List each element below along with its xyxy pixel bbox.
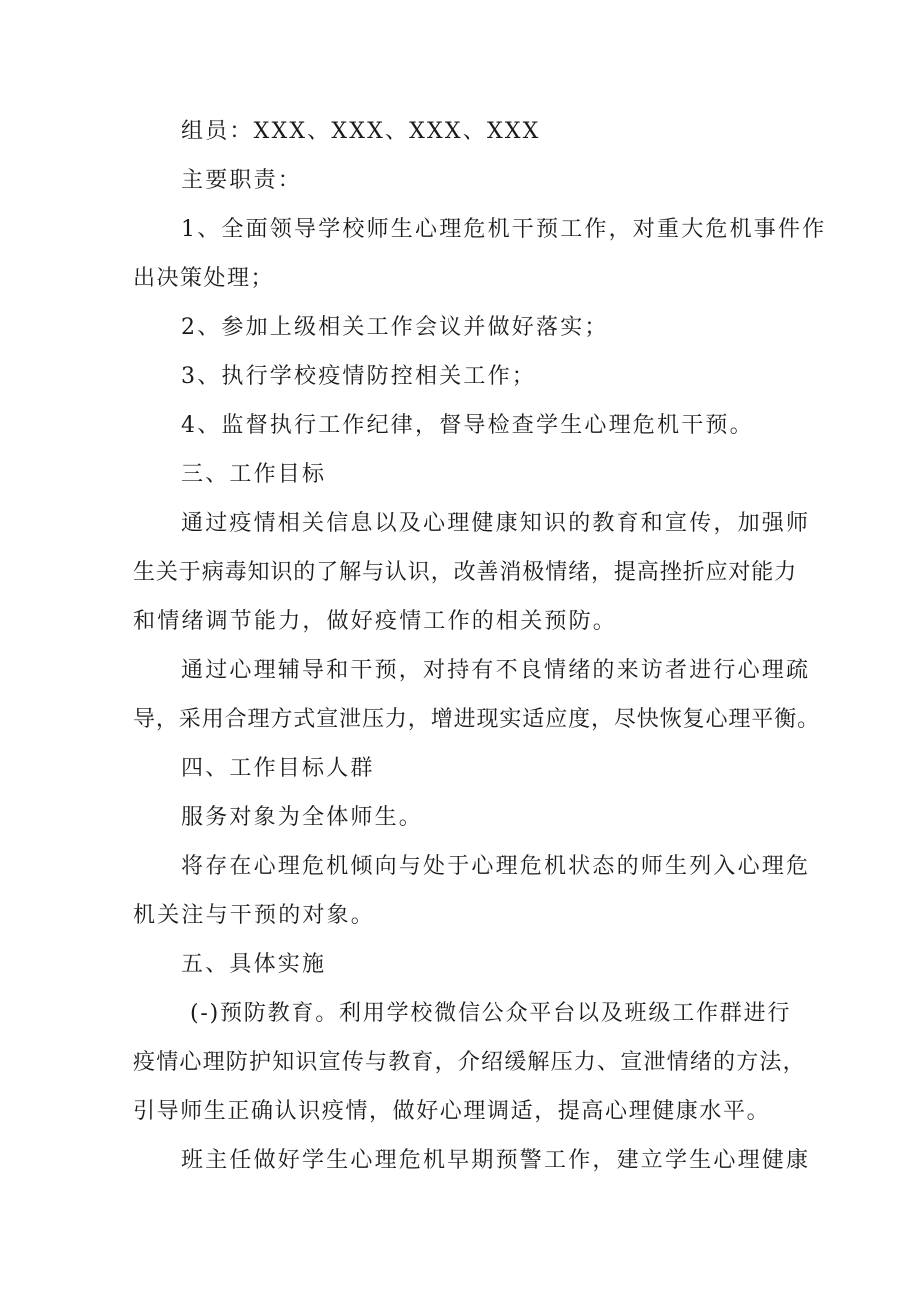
paragraph-target-cont: 机关注与干预的对象。 — [133, 903, 376, 928]
paragraph-prevention-end: 引导师生正确认识疫情，做好心理调适，提高心理健康水平。 — [133, 1099, 771, 1124]
members-line: 组员：XXX、XXX、XXX、XXX — [181, 119, 541, 144]
duty-item-1-cont: 出决策处理； — [133, 266, 275, 291]
duty-item-2: 2、参加上级相关工作会议并做好落实； — [181, 315, 609, 340]
paragraph-class-teacher: 班主任做好学生心理危机早期预警工作，建立学生心理健康 — [181, 1148, 811, 1173]
section-heading-5: 五、具体实施 — [181, 952, 327, 977]
duty-item-4: 4、监督执行工作纪律，督导检查学生心理危机干预。 — [181, 413, 754, 438]
duties-heading: 主要职责： — [181, 168, 303, 193]
paragraph-target: 将存在心理危机倾向与处于心理危机状态的师生列入心理危 — [181, 854, 811, 879]
duty-item-3: 3、执行学校疫情防控相关工作； — [181, 364, 536, 389]
target-group-line: 服务对象为全体师生。 — [181, 805, 424, 830]
paragraph-prevention-cont: 疫情心理防护知识宣传与教育，介绍缓解压力、宣泄情绪的方法， — [133, 1050, 806, 1075]
paragraph-goal-2-cont: 导，采用合理方式宣泄压力，增进现实适应度，尽快恢复心理平衡。 — [133, 707, 821, 732]
paragraph-goal-1-end: 和情绪调节能力，做好疫情工作的相关预防。 — [133, 609, 618, 634]
duty-item-1: 1、全面领导学校师生心理危机干预工作，对重大危机事件作 — [181, 217, 827, 242]
paragraph-goal-1-cont: 生关于病毒知识的了解与认识，改善消极情绪，提高挫折应对能力 — [133, 560, 798, 585]
paragraph-goal-2: 通过心理辅导和干预，对持有不良情绪的来访者进行心理疏 — [181, 658, 811, 683]
section-heading-4: 四、工作目标人群 — [181, 756, 375, 781]
section-heading-3: 三、工作目标 — [181, 462, 327, 487]
paragraph-goal-1: 通过疫情相关信息以及心理健康知识的教育和宣传，加强师 — [181, 511, 811, 536]
paragraph-prevention: (-)预防教育。利用学校微信公众平台以及班级工作群进行 — [190, 1001, 792, 1026]
